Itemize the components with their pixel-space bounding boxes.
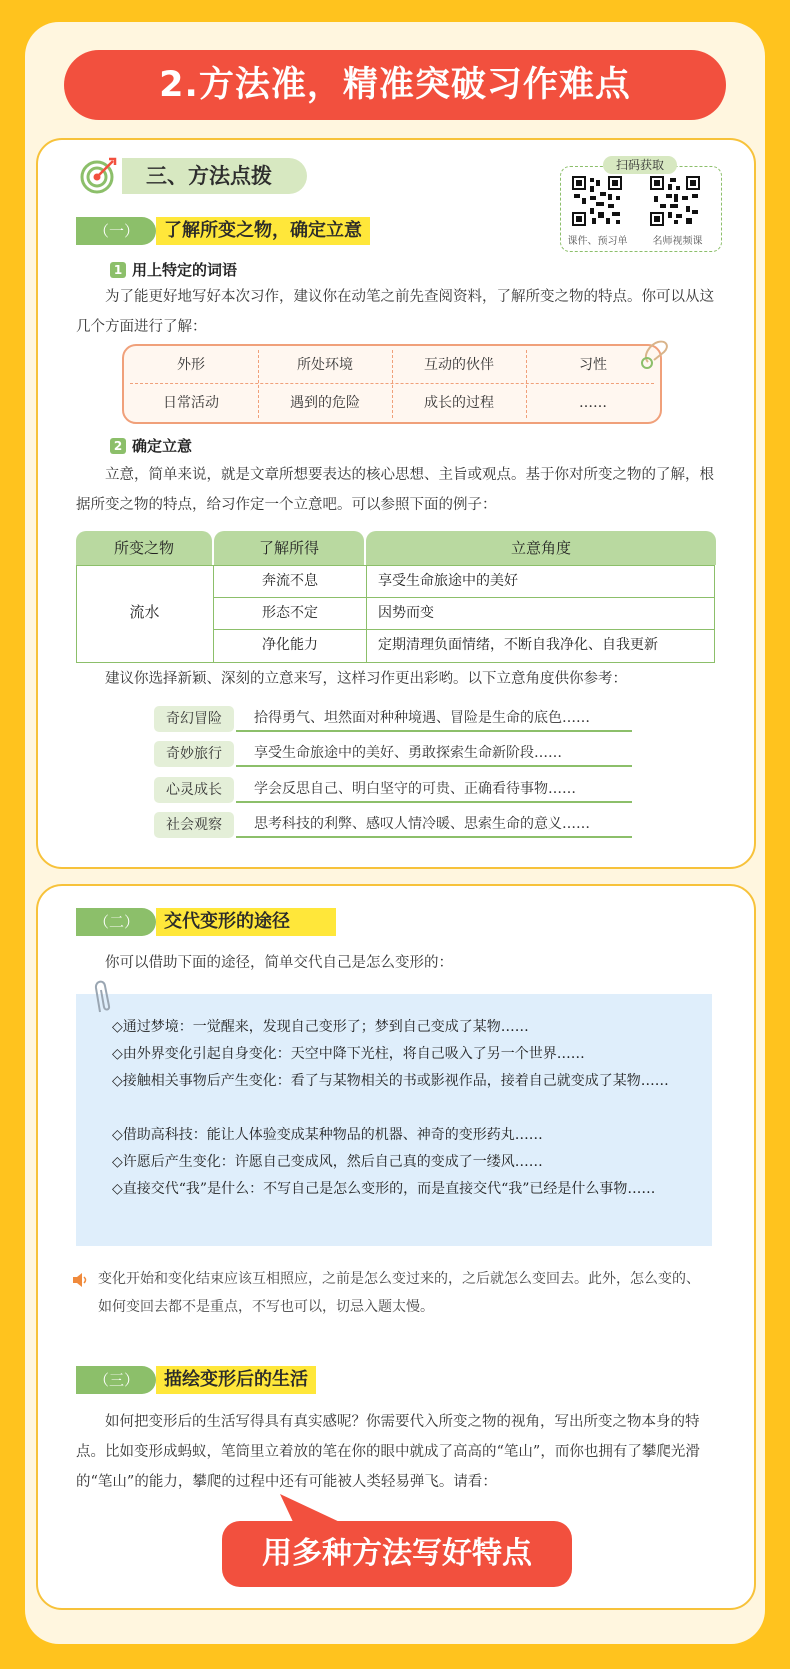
suggest-text: 建议你选择新颖、深刻的立意来写，这样习作更出彩哟。以下立意角度供你参考：: [105, 671, 627, 687]
table-cell: 享受生命旅途中的美好: [378, 573, 518, 589]
sub1-title: 用上特定的词语: [132, 261, 238, 279]
part2-title: 交代变形的途径: [156, 908, 336, 936]
angle-text: 学会反思自己、明白坚守的可贵、正确看待事物……: [236, 775, 632, 803]
angle-text: 享受生命旅途中的美好、勇敢探索生命新阶段……: [236, 739, 632, 767]
qr-caption-right: 名师视频课: [652, 236, 703, 247]
way-item: ◇许愿后产生变化：许愿自己变成风，然后自己真的变成了一缕风……: [112, 1154, 543, 1170]
paperclip-icon: [640, 336, 674, 370]
aspect-item: 日常活动: [163, 395, 219, 411]
sub2-number: 2: [110, 438, 126, 454]
aspect-item: 外形: [177, 357, 205, 373]
part2-number: （二）: [76, 908, 156, 936]
part1-theme-para: 立意，简单来说，就是文章所想要表达的核心思想、主旨或观点。基于你对所变之物的了解，根据所变之物的特点，给习作定一个立意吧。可以参照下面的例子：: [76, 467, 714, 513]
way-item: ◇接触相关事物后产生变化：看了与某物相关的书或影视作品，接着自己就变成了某物……: [112, 1073, 669, 1089]
paperclip-icon: [92, 978, 116, 1014]
target-icon: [80, 156, 118, 194]
part3-para: 如何把变形后的生活写得具有真实感呢？你需要代入所变之物的视角，写出所变之物本身的特点。比如变形成蚂蚁，笔筒里立着放的笔在你的眼中就成了高高的“笔山”，而你也拥有了攀爬光滑的“笔山”的能力，攀爬的过程中还有可能被人类轻易弹飞。请看：: [76, 1414, 700, 1490]
angle-tag: 奇幻冒险: [154, 706, 234, 732]
speaker-icon: [72, 1272, 88, 1288]
table-cell: 形态不定: [262, 605, 318, 621]
aspect-item: 习性: [579, 357, 607, 373]
section-title: 三、方法点拨: [122, 158, 307, 194]
table-header: 立意角度: [366, 531, 716, 565]
qr-code-courseware[interactable]: [572, 176, 622, 226]
qr-code-video[interactable]: [650, 176, 700, 226]
table-cell: 因势而变: [378, 605, 434, 621]
way-item: ◇直接交代“我”是什么：不写自己是怎么变形的，而是直接交代“我”已经是什么事物……: [112, 1181, 656, 1197]
table-cell: 奔流不息: [262, 573, 318, 589]
angle-tag: 心灵成长: [154, 777, 234, 803]
aspect-item: 互动的伙伴: [424, 357, 494, 373]
part3-title: 描绘变形后的生活: [156, 1366, 316, 1394]
cta-button[interactable]: 用多种方法写好特点: [222, 1521, 572, 1587]
way-item: ◇通过梦境：一觉醒来，发现自己变形了；梦到自己变成了某物……: [112, 1019, 529, 1035]
aspect-item: 成长的过程: [424, 395, 494, 411]
table-cell: 净化能力: [262, 637, 318, 653]
angle-tag: 社会观察: [154, 812, 234, 838]
qr-caption-left: 课件、预习单: [567, 236, 628, 247]
table-header: 所变之物: [76, 531, 212, 565]
part1-number: （一）: [76, 217, 156, 245]
part1-intro: 为了能更好地写好本次习作，建议你在动笔之前先查阅资料，了解所变之物的特点。你可以从这几个方面进行了解：: [76, 289, 714, 335]
sub1-number: 1: [110, 262, 126, 278]
table-cell: 定期清理负面情绪，不断自我净化、自我更新: [378, 637, 658, 653]
angle-text: 拾得勇气、坦然面对种种境遇、冒险是生命的底色……: [236, 704, 632, 732]
aspect-item: 所处环境: [297, 357, 353, 373]
tip-text: 变化开始和变化结束应该互相照应，之前是怎么变过来的，之后就怎么变回去。此外，怎么变的、如何变回去都不是重点，不写也可以，切忌入题太慢。: [98, 1271, 700, 1315]
way-item: ◇由外界变化引起自身变化：天空中降下光柱，将自己吸入了另一个世界……: [112, 1046, 585, 1062]
part1-title: 了解所变之物，确定立意: [156, 217, 370, 245]
transform-card: [36, 884, 756, 1610]
aspects-grid: [122, 344, 662, 424]
table-header: 了解所得: [214, 531, 364, 565]
aspect-item: ……: [579, 395, 607, 411]
aspect-item: 遇到的危险: [290, 395, 360, 411]
angle-text: 思考科技的利弊、感叹人情冷暖、思索生命的意义……: [236, 810, 632, 838]
angle-tag: 奇妙旅行: [154, 741, 234, 767]
speech-tail: [280, 1494, 344, 1524]
part2-intro: 你可以借助下面的途径，简单交代自己是怎么变形的：: [105, 955, 453, 971]
qr-header: 扫码获取: [603, 156, 677, 174]
sub2-title: 确定立意: [132, 437, 193, 455]
part3-number: （三）: [76, 1366, 156, 1394]
page-banner: 2.方法准，精准突破习作难点: [64, 50, 726, 120]
table-object: 流水: [129, 603, 160, 621]
way-item: ◇借助高科技：能让人体验变成某种物品的机器、神奇的变形药丸……: [112, 1127, 543, 1143]
